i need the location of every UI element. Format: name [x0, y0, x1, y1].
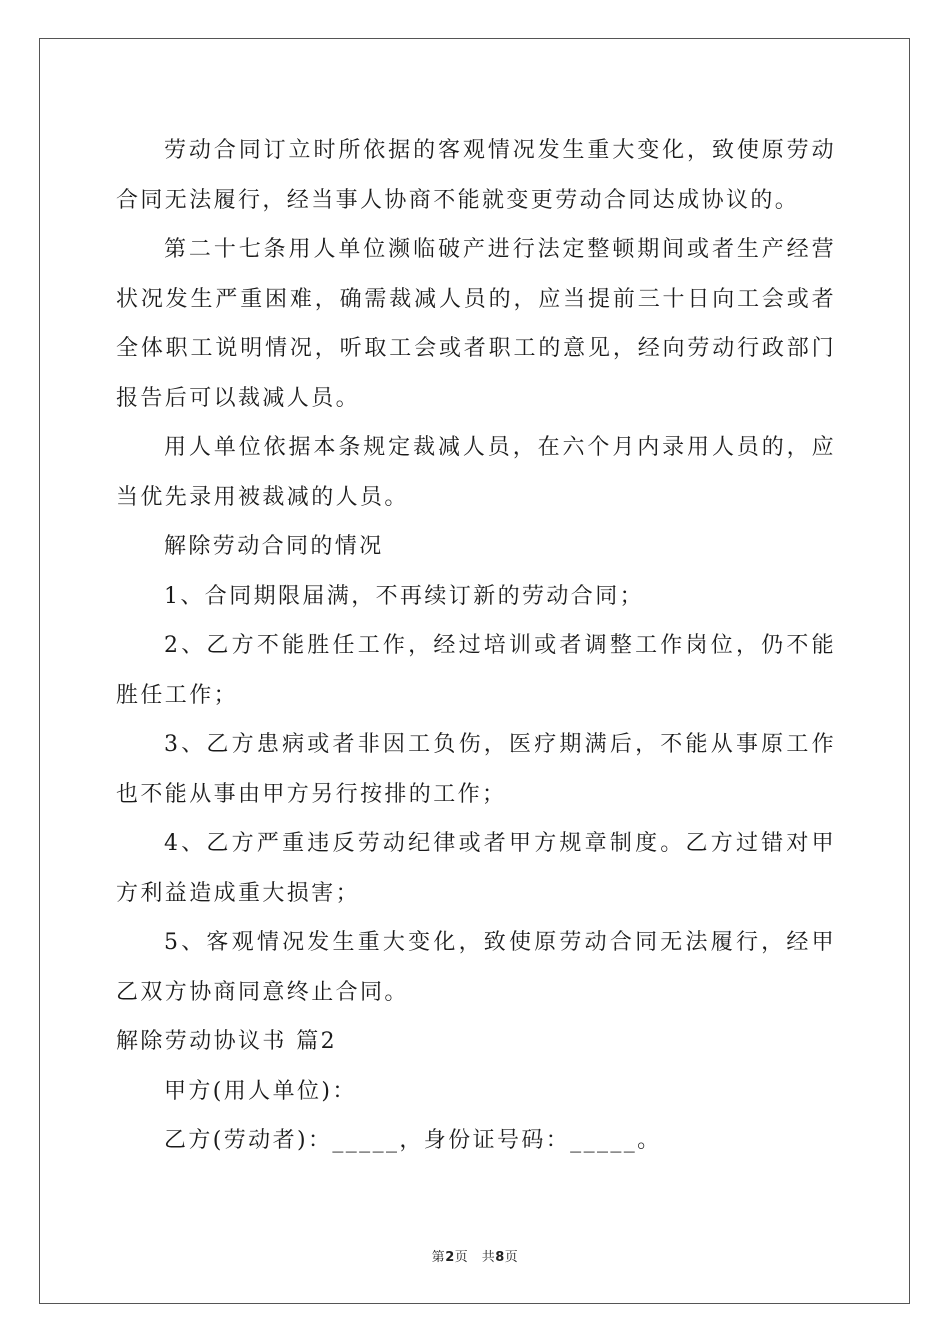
page-prefix: 第 — [431, 1250, 446, 1265]
list-item-1: 1、合同期限届满，不再续订新的劳动合同； — [164, 583, 644, 609]
party-a-line: 甲方(用人单位)： — [164, 1078, 357, 1104]
list-item-3: 3、乙方患病或者非因工负伤，医疗期满后，不能从事原工作也不能从事由甲方另行按排的工作； — [116, 732, 836, 807]
paragraph-1: 劳动合同订立时所依据的客观情况发生重大变化，致使原劳动合同无法履行，经当事人协商不能就变更劳动合同达成协议的。 — [116, 138, 836, 213]
document-title-2: 解除劳动协议书 篇2 — [116, 1029, 337, 1054]
party-b-line: 乙方(劳动者)：_____，身份证号码：_____。 — [164, 1128, 662, 1153]
paragraph-2: 第二十七条用人单位濒临破产进行法定整顿期间或者生产经营状况发生严重困难，确需裁减人员的，应当提前三十日向工会或者全体职工说明情况，听取工会或者职工的意见，经向劳动行政部门报告后可以裁减人员。 — [116, 237, 836, 411]
list-item-2: 2、乙方不能胜任工作，经过培训或者调整工作岗位，仍不能胜任工作； — [116, 633, 836, 708]
page-current: 2 — [445, 1250, 455, 1265]
document-body — [116, 126, 836, 1166]
list-item-4: 4、乙方严重违反劳动纪律或者甲方规章制度。乙方过错对甲方利益造成重大损害； — [116, 831, 836, 906]
page-mid: 页 共 — [454, 1250, 496, 1265]
page-suffix: 页 — [504, 1250, 519, 1265]
paragraph-3: 用人单位依据本条规定裁减人员，在六个月内录用人员的，应当优先录用被裁减的人员。 — [116, 435, 836, 510]
page-footer — [0, 1246, 950, 1265]
page-total: 8 — [495, 1250, 505, 1265]
section-heading: 解除劳动合同的情况 — [164, 534, 384, 559]
list-item-5: 5、客观情况发生重大变化，致使原劳动合同无法履行，经甲乙双方协商同意终止合同。 — [116, 930, 836, 1005]
